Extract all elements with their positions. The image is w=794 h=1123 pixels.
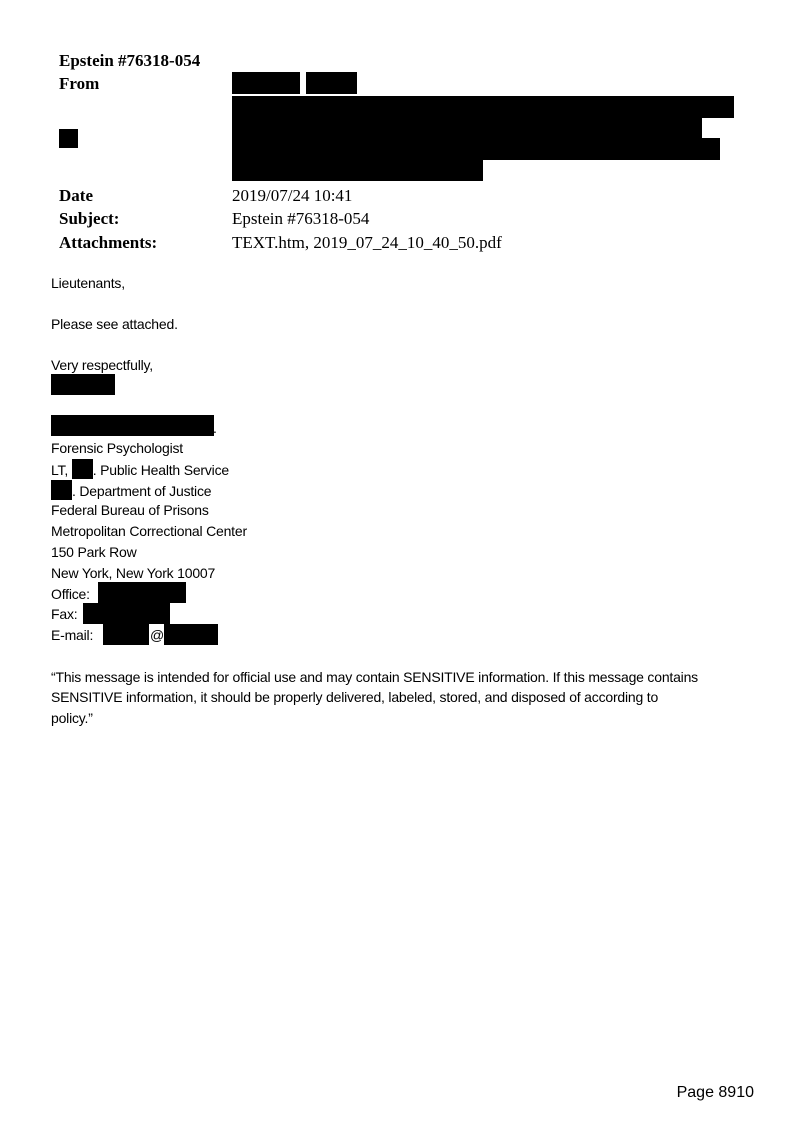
redaction-from-name-1	[232, 72, 300, 94]
date-label: Date	[59, 186, 93, 205]
redaction-from-address-2	[232, 118, 702, 138]
disclaimer-line-3: policy.”	[51, 710, 93, 726]
signature-lt-suffix: . Public Health Service	[92, 462, 229, 478]
fax-label: Fax:	[51, 606, 78, 622]
redaction-email-user	[103, 624, 149, 645]
redaction-from-address-4	[232, 160, 483, 181]
signature-mcc: Metropolitan Correctional Center	[51, 523, 247, 539]
disclaimer-line-1: “This message is intended for official use and may contain SENSITIVE information. If this message contains	[51, 669, 698, 685]
signature-title: Forensic Psychologist	[51, 440, 183, 456]
email-at-sign: @	[150, 627, 165, 643]
subject-value: Epstein #76318-054	[232, 209, 370, 228]
redaction-small-square	[59, 129, 78, 148]
closing: Very respectfully,	[51, 357, 153, 373]
email-label: E-mail:	[51, 627, 94, 643]
redaction-office-number	[98, 582, 186, 603]
redaction-fax-number	[83, 603, 170, 624]
signature-doj-suffix: . Department of Justice	[72, 483, 212, 499]
disclaimer-line-2: SENSITIVE information, it should be properly delivered, labeled, stored, and disposed of according to	[51, 689, 659, 705]
redaction-doj-country	[51, 480, 72, 500]
signature-lt-prefix: LT,	[51, 462, 72, 478]
signature-doj-line	[51, 480, 211, 501]
redaction-email-domain	[164, 624, 218, 645]
signature-period: .	[213, 420, 217, 436]
signature-lt-line	[51, 459, 229, 480]
office-label: Office:	[51, 586, 90, 602]
subject-label: Subject:	[59, 209, 120, 228]
page-number: Page 8910	[676, 1084, 754, 1101]
document-title: Epstein #76318-054	[59, 51, 201, 70]
redaction-signature-name	[51, 374, 115, 395]
date-value: 2019/07/24 10:41	[232, 186, 353, 205]
from-label: From	[59, 74, 100, 93]
redaction-lt-country	[72, 459, 93, 479]
signature-address-1: 150 Park Row	[51, 544, 137, 560]
attachments-label: Attachments:	[59, 233, 158, 252]
signature-address-2: New York, New York 10007	[51, 565, 216, 581]
redaction-from-name-2	[306, 72, 357, 94]
redaction-from-address-3	[232, 138, 720, 160]
attachments-value: TEXT.htm, 2019_07_24_10_40_50.pdf	[232, 233, 502, 252]
body-line: Please see attached.	[51, 316, 178, 332]
redaction-from-address-1	[232, 96, 734, 118]
signature-bop: Federal Bureau of Prisons	[51, 502, 209, 518]
greeting: Lieutenants,	[51, 275, 125, 291]
redaction-signature-full-name	[51, 415, 214, 436]
